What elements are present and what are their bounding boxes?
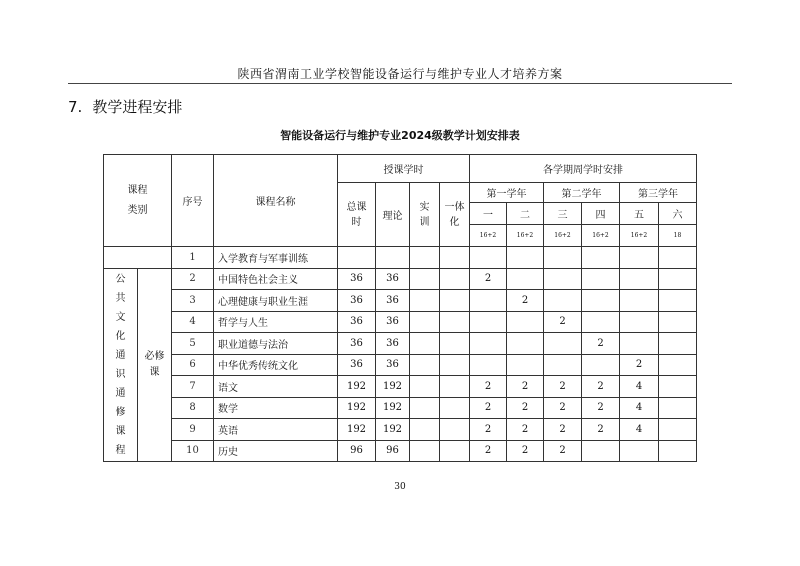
header-year-1: 第一学年	[470, 183, 544, 203]
theory-hours-cell: 192	[376, 419, 410, 441]
section-number: 7.	[68, 98, 83, 116]
semester-5-cell	[620, 290, 659, 312]
course-name-cell: 心理健康与职业生涯	[214, 290, 338, 312]
header-weeks-6: 18	[659, 225, 697, 247]
semester-1-cell: 2	[470, 376, 507, 398]
seq-cell: 2	[172, 268, 214, 290]
section-heading	[68, 96, 182, 117]
header-weeks-4: 16+2	[582, 225, 620, 247]
semester-4-cell	[582, 354, 620, 376]
course-name-cell: 入学教育与军事训练	[214, 247, 338, 269]
integrated-hours-cell	[440, 376, 470, 398]
semester-2-cell	[507, 311, 544, 333]
course-name-cell: 中华优秀传统文化	[214, 354, 338, 376]
semester-5-cell: 4	[620, 419, 659, 441]
semester-1-cell	[470, 247, 507, 269]
semester-4-cell	[582, 440, 620, 462]
semester-6-cell	[659, 247, 697, 269]
integrated-hours-cell	[440, 419, 470, 441]
integrated-hours-cell	[440, 247, 470, 269]
semester-2-cell	[507, 247, 544, 269]
semester-6-cell	[659, 268, 697, 290]
semester-1-cell: 2	[470, 397, 507, 419]
semester-2-cell	[507, 333, 544, 355]
semester-1-cell: 2	[470, 268, 507, 290]
course-group-main: 公 共 文 化 通 识 通 修 课 程	[104, 268, 138, 462]
semester-1-cell	[470, 333, 507, 355]
semester-2-cell	[507, 354, 544, 376]
table-row	[104, 419, 697, 441]
semester-6-cell	[659, 397, 697, 419]
integrated-hours-cell	[440, 440, 470, 462]
semester-6-cell	[659, 311, 697, 333]
practice-hours-cell	[410, 376, 440, 398]
semester-3-cell: 2	[544, 419, 582, 441]
header-semester-schedule: 各学期周学时安排	[470, 155, 697, 183]
course-name-cell: 中国特色社会主义	[214, 268, 338, 290]
header-year-2: 第二学年	[544, 183, 620, 203]
practice-hours-cell	[410, 354, 440, 376]
seq-cell: 6	[172, 354, 214, 376]
theory-hours-cell: 96	[376, 440, 410, 462]
seq-cell: 7	[172, 376, 214, 398]
semester-1-cell: 2	[470, 440, 507, 462]
header-divider	[68, 83, 732, 84]
total-hours-cell: 36	[338, 311, 376, 333]
practice-hours-cell	[410, 247, 440, 269]
header-semester-5: 五	[620, 203, 659, 225]
total-hours-cell: 36	[338, 354, 376, 376]
header-row-1	[104, 155, 697, 183]
theory-hours-cell: 192	[376, 376, 410, 398]
theory-hours-cell: 36	[376, 354, 410, 376]
header-practice: 实 训	[410, 183, 440, 247]
practice-hours-cell	[410, 333, 440, 355]
semester-5-cell	[620, 268, 659, 290]
semester-5-cell: 2	[620, 354, 659, 376]
category-cell-empty	[104, 247, 172, 269]
integrated-hours-cell	[440, 397, 470, 419]
semester-3-cell: 2	[544, 440, 582, 462]
header-semester-6: 六	[659, 203, 697, 225]
integrated-hours-cell	[440, 333, 470, 355]
course-name-cell: 英语	[214, 419, 338, 441]
table-row	[104, 290, 697, 312]
semester-4-cell: 2	[582, 419, 620, 441]
seq-cell: 10	[172, 440, 214, 462]
table-row	[104, 354, 697, 376]
total-hours-cell: 36	[338, 268, 376, 290]
seq-cell: 4	[172, 311, 214, 333]
integrated-hours-cell	[440, 290, 470, 312]
semester-3-cell: 2	[544, 376, 582, 398]
integrated-hours-cell	[440, 354, 470, 376]
semester-4-cell: 2	[582, 376, 620, 398]
header-integrated: 一体 化	[440, 183, 470, 247]
theory-hours-cell	[376, 247, 410, 269]
semester-2-cell: 2	[507, 376, 544, 398]
semester-1-cell	[470, 311, 507, 333]
semester-6-cell	[659, 333, 697, 355]
table-row	[104, 247, 697, 269]
seq-cell: 8	[172, 397, 214, 419]
header-weeks-2: 16+2	[507, 225, 544, 247]
practice-hours-cell	[410, 440, 440, 462]
semester-2-cell: 2	[507, 419, 544, 441]
seq-cell: 5	[172, 333, 214, 355]
semester-1-cell: 2	[470, 419, 507, 441]
course-name-cell: 哲学与人生	[214, 311, 338, 333]
seq-cell: 1	[172, 247, 214, 269]
practice-hours-cell	[410, 311, 440, 333]
header-weeks-1: 16+2	[470, 225, 507, 247]
theory-hours-cell: 36	[376, 311, 410, 333]
table-row	[104, 311, 697, 333]
header-semester-1: 一	[470, 203, 507, 225]
table-row	[104, 333, 697, 355]
theory-hours-cell: 36	[376, 333, 410, 355]
semester-5-cell	[620, 440, 659, 462]
header-course-category: 课程 类别	[104, 155, 172, 247]
semester-3-cell	[544, 354, 582, 376]
semester-6-cell	[659, 419, 697, 441]
integrated-hours-cell	[440, 311, 470, 333]
semester-4-cell	[582, 311, 620, 333]
semester-6-cell	[659, 440, 697, 462]
semester-3-cell: 2	[544, 397, 582, 419]
course-group-sub: 必修 课	[138, 268, 172, 462]
table-row	[104, 376, 697, 398]
theory-hours-cell: 192	[376, 397, 410, 419]
course-name-cell: 历史	[214, 440, 338, 462]
total-hours-cell: 36	[338, 290, 376, 312]
semester-5-cell	[620, 311, 659, 333]
semester-3-cell	[544, 333, 582, 355]
seq-cell: 3	[172, 290, 214, 312]
semester-5-cell	[620, 247, 659, 269]
header-weeks-3: 16+2	[544, 225, 582, 247]
header-semester-3: 三	[544, 203, 582, 225]
practice-hours-cell	[410, 268, 440, 290]
document-header-title: 陕西省渭南工业学校智能设备运行与维护专业人才培养方案	[237, 67, 563, 81]
practice-hours-cell	[410, 290, 440, 312]
total-hours-cell	[338, 247, 376, 269]
semester-4-cell: 2	[582, 397, 620, 419]
semester-4-cell	[582, 247, 620, 269]
header-semester-4: 四	[582, 203, 620, 225]
semester-2-cell: 2	[507, 290, 544, 312]
semester-5-cell: 4	[620, 376, 659, 398]
header-weeks-5: 16+2	[620, 225, 659, 247]
seq-cell: 9	[172, 419, 214, 441]
semester-2-cell: 2	[507, 397, 544, 419]
theory-hours-cell: 36	[376, 290, 410, 312]
integrated-hours-cell	[440, 268, 470, 290]
teaching-plan-table	[103, 154, 697, 462]
table-row	[104, 397, 697, 419]
total-hours-cell: 192	[338, 376, 376, 398]
theory-hours-cell: 36	[376, 268, 410, 290]
header-teaching-hours: 授课学时	[338, 155, 470, 183]
semester-5-cell: 4	[620, 397, 659, 419]
total-hours-cell: 192	[338, 397, 376, 419]
header-semester-2: 二	[507, 203, 544, 225]
total-hours-cell: 96	[338, 440, 376, 462]
table-row	[104, 268, 697, 290]
semester-3-cell	[544, 247, 582, 269]
header-seq: 序号	[172, 155, 214, 247]
course-name-cell: 职业道德与法治	[214, 333, 338, 355]
total-hours-cell: 36	[338, 333, 376, 355]
table-row	[104, 440, 697, 462]
practice-hours-cell	[410, 419, 440, 441]
semester-1-cell	[470, 290, 507, 312]
semester-5-cell	[620, 333, 659, 355]
table-caption: 智能设备运行与维护专业2024级教学计划安排表	[280, 129, 520, 142]
semester-4-cell	[582, 268, 620, 290]
semester-4-cell: 2	[582, 333, 620, 355]
header-theory: 理论	[376, 183, 410, 247]
semester-3-cell	[544, 268, 582, 290]
semester-2-cell: 2	[507, 440, 544, 462]
header-course-name: 课程名称	[214, 155, 338, 247]
header-year-3: 第三学年	[620, 183, 697, 203]
semester-6-cell	[659, 290, 697, 312]
semester-6-cell	[659, 354, 697, 376]
semester-3-cell: 2	[544, 311, 582, 333]
course-name-cell: 语文	[214, 376, 338, 398]
practice-hours-cell	[410, 397, 440, 419]
semester-1-cell	[470, 354, 507, 376]
semester-2-cell	[507, 268, 544, 290]
semester-6-cell	[659, 376, 697, 398]
course-name-cell: 数学	[214, 397, 338, 419]
total-hours-cell: 192	[338, 419, 376, 441]
section-title-text: 教学进程安排	[92, 98, 183, 116]
semester-3-cell	[544, 290, 582, 312]
header-total-hours: 总课 时	[338, 183, 376, 247]
semester-4-cell	[582, 290, 620, 312]
page-number: 30	[394, 482, 406, 492]
